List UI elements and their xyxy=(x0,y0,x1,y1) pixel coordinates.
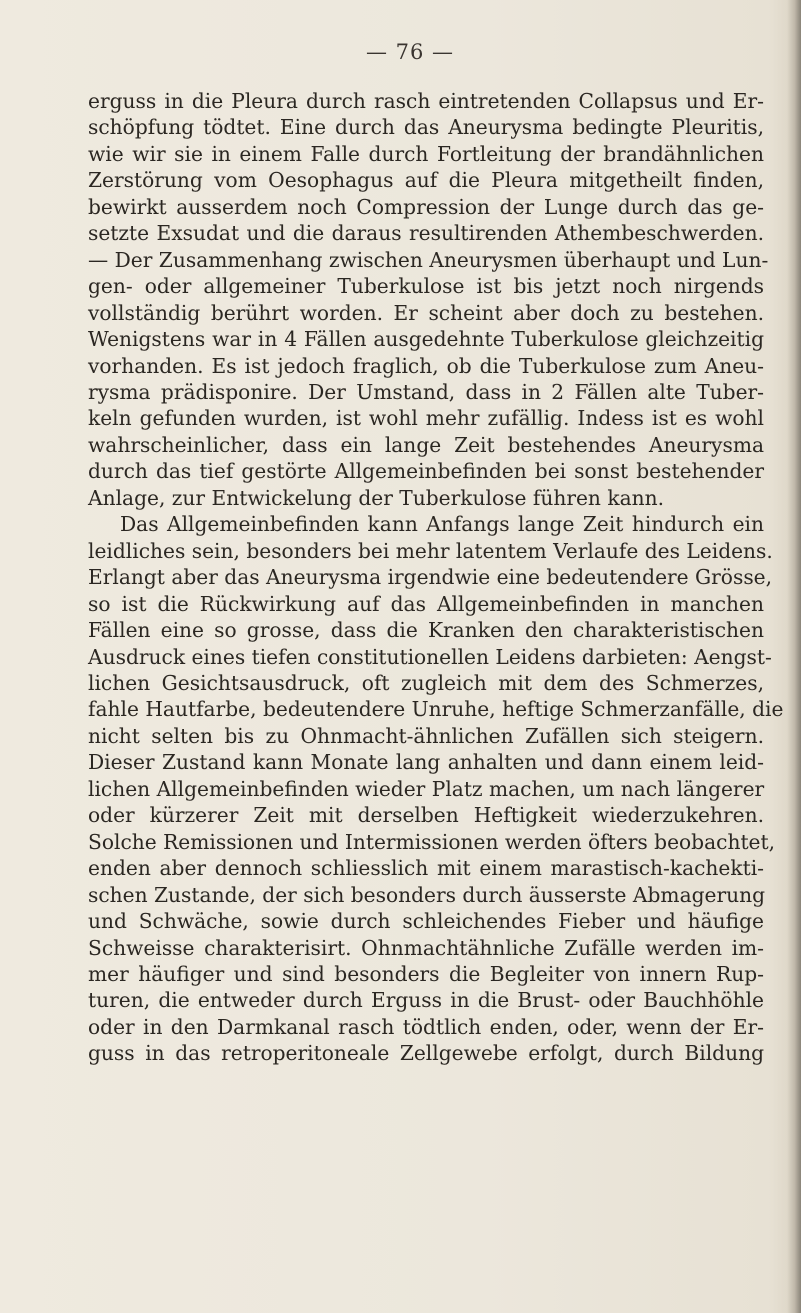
text-line: durch das tief gestörte Allgemeinbefinden bei sonst bestehender xyxy=(88,459,764,484)
text-line: Schweisse charakterisirt. Ohnmachtähnliche Zufälle werden im- xyxy=(88,935,764,960)
text-line: setzte Exsudat und die daraus resultirenden Athembeschwerden. xyxy=(88,221,764,246)
text-line: leidliches sein, besonders bei mehr latentem Verlaufe des Leidens. xyxy=(88,538,773,563)
text-line: oder in den Darmkanal rasch tödtlich enden, oder, wenn der Er- xyxy=(88,1014,764,1039)
text-line: vollständig berührt worden. Er scheint aber doch zu bestehen. xyxy=(88,300,764,325)
text-line: Ausdruck eines tiefen constitutionellen Leidens darbieten: Aengst- xyxy=(88,644,772,669)
text-line: keln gefunden wurden, ist wohl mehr zufällig. Indess ist es wohl xyxy=(88,406,764,431)
text-line: Solche Remissionen und Intermissionen werden öfters beobachtet, xyxy=(88,829,776,854)
text-line: schen Zustande, der sich besonders durch äusserste Abmagerung xyxy=(88,882,766,907)
text-line: Fällen eine so grosse, dass die Kranken den charakteristischen xyxy=(88,618,764,643)
text-line: wie wir sie in einem Falle durch Fortleitung der brandähnlichen xyxy=(88,141,764,166)
text-line: turen, die entweder durch Erguss in die Brust- oder Bauchhöhle xyxy=(88,988,764,1013)
text-line: vorhanden. Es ist jedoch fraglich, ob die Tuberkulose zum Aneu- xyxy=(88,353,764,378)
page-edge-shadow xyxy=(787,0,801,1313)
text-line: Anlage, zur Entwickelung der Tuberkulose führen kann. xyxy=(88,485,665,510)
text-line: Wenigstens war in 4 Fällen ausgedehnte Tuberkulose gleichzeitig xyxy=(88,327,764,352)
text-line: lichen Gesichtsausdruck, oft zugleich mit dem des Schmerzes, xyxy=(88,670,764,695)
text-line: wahrscheinlicher, dass ein lange Zeit bestehendes Aneurysma xyxy=(88,432,764,457)
text-line: Dieser Zustand kann Monate lang anhalten und dann einem leid- xyxy=(88,750,764,775)
page-number: — 76 — xyxy=(365,40,455,64)
text-line: Zerstörung vom Oesophagus auf die Pleura mitgetheilt finden, xyxy=(88,168,764,193)
text-line: gen- oder allgemeiner Tuberkulose ist bis jetzt noch nirgends xyxy=(88,274,764,299)
text-line: so ist die Rückwirkung auf das Allgemeinbefinden in manchen xyxy=(88,591,764,616)
text-line: lichen Allgemeinbefinden wieder Platz machen, um nach längerer xyxy=(88,776,765,801)
text-line: guss in das retroperitoneale Zellgewebe erfolgt, durch Bildung xyxy=(88,1041,764,1066)
text-line: fahle Hautfarbe, bedeutendere Unruhe, heftige Schmerzanfälle, die xyxy=(88,697,784,722)
text-line: Erlangt aber das Aneurysma irgendwie eine bedeutendere Grösse, xyxy=(88,565,773,590)
body-text xyxy=(88,88,784,1067)
text-line: — Der Zusammenhang zwischen Aneurysmen überhaupt und Lun- xyxy=(88,247,769,272)
text-line: bewirkt ausserdem noch Compression der Lunge durch das ge- xyxy=(88,194,764,219)
text-line: oder kürzerer Zeit mit derselben Heftigkeit wiederzukehren. xyxy=(88,803,764,828)
text-line: rysma prädisponire. Der Umstand, dass in 2 Fällen alte Tuber- xyxy=(88,379,764,404)
text-line: enden aber dennoch schliesslich mit einem marastisch-kachekti- xyxy=(88,856,764,881)
text-line: schöpfung tödtet. Eine durch das Aneurysma bedingte Pleuritis, xyxy=(88,115,764,140)
text-line: und Schwäche, sowie durch schleichendes Fieber und häufige xyxy=(88,909,764,934)
text-line: mer häufiger und sind besonders die Begleiter von innern Rup- xyxy=(88,961,764,986)
text-line: nicht selten bis zu Ohnmacht-ähnlichen Zufällen sich steigern. xyxy=(88,723,764,748)
text-line: Das Allgemeinbefinden kann Anfangs lange Zeit hindurch ein xyxy=(120,512,764,537)
text-line: erguss in die Pleura durch rasch eintretenden Collapsus und Er- xyxy=(88,89,764,113)
